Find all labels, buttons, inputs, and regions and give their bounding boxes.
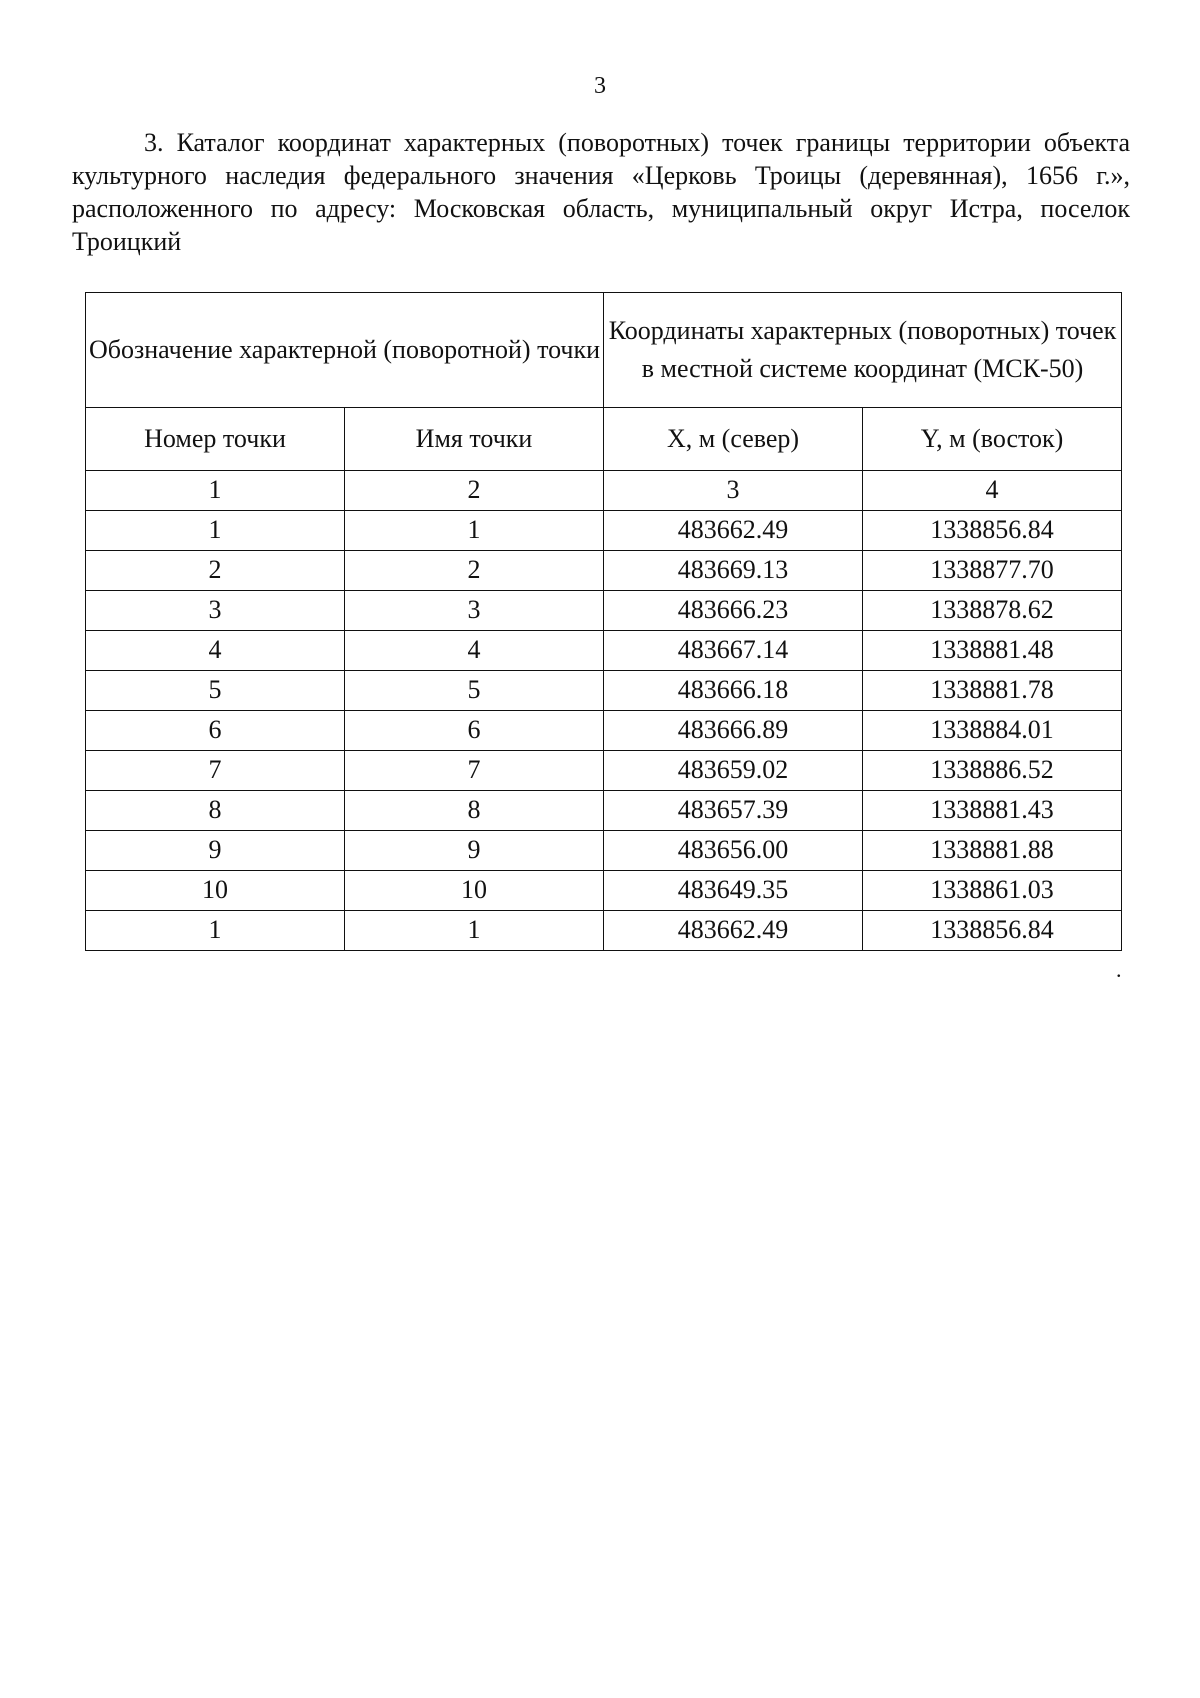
page-number: 3: [594, 73, 606, 99]
x-coordinate-cell: 483662.49: [604, 911, 863, 951]
table-row: [86, 831, 1122, 871]
point-number-cell: 8: [86, 791, 345, 831]
point-number-cell: 10: [86, 871, 345, 911]
table-row: [86, 791, 1122, 831]
y-coordinate-cell: 1338861.03: [863, 871, 1122, 911]
y-coordinate-cell: 1338856.84: [863, 911, 1122, 951]
table-row: [86, 751, 1122, 791]
column-header-row: [86, 408, 1122, 471]
point-name-cell: 3: [345, 591, 604, 631]
column-index-cell: 3: [604, 471, 863, 511]
table-row: [86, 511, 1122, 551]
group-header-row: [86, 293, 1122, 408]
point-number-cell: 6: [86, 711, 345, 751]
table-row: [86, 591, 1122, 631]
table-row: [86, 871, 1122, 911]
x-coordinate-cell: 483666.23: [604, 591, 863, 631]
coordinates-table: [85, 292, 1122, 951]
point-name-cell: 7: [345, 751, 604, 791]
table-row: [86, 711, 1122, 751]
y-coordinate-cell: 1338881.43: [863, 791, 1122, 831]
point-name-cell: 5: [345, 671, 604, 711]
point-number-cell: 2: [86, 551, 345, 591]
table-row: [86, 671, 1122, 711]
point-number-cell: 1: [86, 511, 345, 551]
x-coordinate-cell: 483669.13: [604, 551, 863, 591]
y-coordinate-cell: 1338886.52: [863, 751, 1122, 791]
point-name-cell: 9: [345, 831, 604, 871]
point-number-cell: 7: [86, 751, 345, 791]
coordinates-group-header: Координаты характерных (поворотных) точек в местной системе координат (МСК-50): [604, 293, 1122, 408]
table-row: [86, 551, 1122, 591]
point-name-cell: 2: [345, 551, 604, 591]
column-index-cell: 2: [345, 471, 604, 511]
designation-group-header: Обозначение характерной (поворотной) точки: [86, 293, 604, 408]
point-number-cell: 5: [86, 671, 345, 711]
point-name-cell: 4: [345, 631, 604, 671]
column-header-point-number: Номер точки: [86, 408, 345, 471]
column-index-cell: 1: [86, 471, 345, 511]
x-coordinate-cell: 483657.39: [604, 791, 863, 831]
table-row: [86, 631, 1122, 671]
point-name-cell: 8: [345, 791, 604, 831]
point-name-cell: 1: [345, 511, 604, 551]
x-coordinate-cell: 483662.49: [604, 511, 863, 551]
section-heading: 3. Каталог координат характерных (поворотных) точек границы территории объекта культурного наследия федерального значения «Церковь Троицы (деревянная), 1656 г.», расположенного по адресу: Московская область, муниципальный округ Истра, поселок Троицкий: [72, 128, 1130, 256]
point-number-cell: 3: [86, 591, 345, 631]
y-coordinate-cell: 1338878.62: [863, 591, 1122, 631]
y-coordinate-cell: 1338884.01: [863, 711, 1122, 751]
x-coordinate-cell: 483659.02: [604, 751, 863, 791]
trailing-period: .: [1116, 957, 1122, 982]
column-header-y: Y, м (восток): [863, 408, 1122, 471]
x-coordinate-cell: 483666.18: [604, 671, 863, 711]
column-header-x: X, м (север): [604, 408, 863, 471]
column-index-row: [86, 471, 1122, 511]
x-coordinate-cell: 483649.35: [604, 871, 863, 911]
x-coordinate-cell: 483666.89: [604, 711, 863, 751]
point-name-cell: 10: [345, 871, 604, 911]
column-header-point-name: Имя точки: [345, 408, 604, 471]
point-name-cell: 1: [345, 911, 604, 951]
x-coordinate-cell: 483656.00: [604, 831, 863, 871]
y-coordinate-cell: 1338881.88: [863, 831, 1122, 871]
point-name-cell: 6: [345, 711, 604, 751]
y-coordinate-cell: 1338881.48: [863, 631, 1122, 671]
column-index-cell: 4: [863, 471, 1122, 511]
point-number-cell: 1: [86, 911, 345, 951]
y-coordinate-cell: 1338881.78: [863, 671, 1122, 711]
y-coordinate-cell: 1338856.84: [863, 511, 1122, 551]
y-coordinate-cell: 1338877.70: [863, 551, 1122, 591]
point-number-cell: 9: [86, 831, 345, 871]
point-number-cell: 4: [86, 631, 345, 671]
table-row: [86, 911, 1122, 951]
x-coordinate-cell: 483667.14: [604, 631, 863, 671]
